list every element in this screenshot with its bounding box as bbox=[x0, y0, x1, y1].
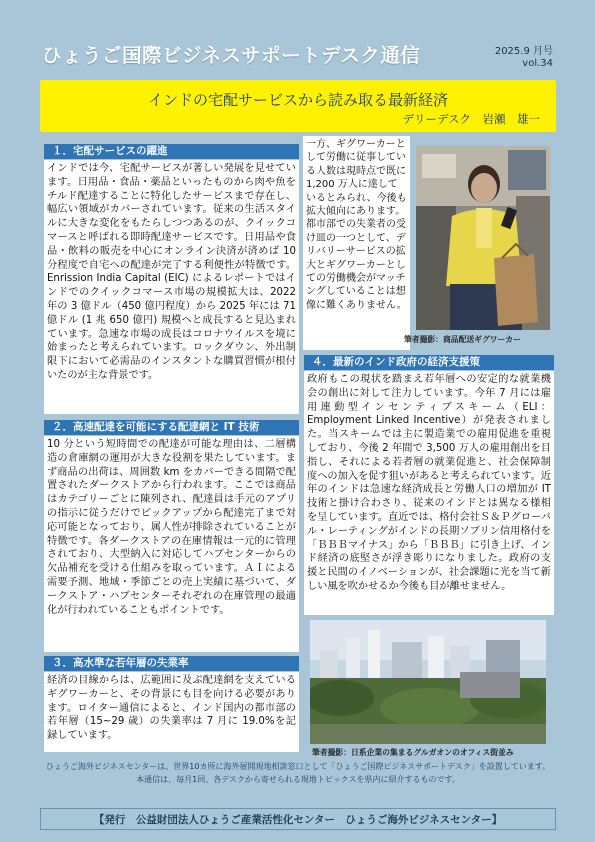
newsletter-title: ひょうご国際ビジネスサポートデスク通信 bbox=[42, 44, 421, 67]
photo-2-caption: 筆者撮影：日系企業の集まるグルガオンのオフィス街並み bbox=[312, 748, 514, 757]
section-3-body: 経済の目線からは、広範囲に及ぶ配達網を支えているギグワーカーと、その背景にも目を向ける必要があります。ロイター通信によると、インド国内の都市部の若年層（15~29 歳）の失業率は 7 月に 19.0%を記録しています。 bbox=[44, 672, 299, 752]
issue-volume: vol.34 bbox=[522, 58, 553, 69]
photo-gig-worker bbox=[416, 146, 550, 330]
publisher-box: 【発行 公益財団法人ひょうご産業活性化センター ひょうご海外ビジネスセンター】 bbox=[40, 808, 556, 830]
footer-notes bbox=[40, 760, 556, 786]
section-4-heading: ４．最新のインド政府の経済支援策 bbox=[304, 355, 554, 370]
section-2-body: 10 分という短時間での配達が可能な理由は、二層構造の倉庫網の運用が大きな役割を果たしています。まず商品の出荷は、周囲数 km をカバーできる間隔で配置されたダークストアから行われます。ここでは商品はカテゴリーごとに陳列され、配達員は手元のアプリの指示に従うだけでピックアップから配達完了まで対応可能となっており、属人性が排除されていることが特徴です。各ダークストアの在庫情報は一元的に管理されており、大型納入に対応してハブセンターからの欠品補充を受ける仕組みを取っています。ＡＩによる需要予測、地域・季節ごとの売上実績に基づいて、ダークストア・ハブセンターそれぞれの在庫管理の最適化が行われていることもポイントです。 bbox=[44, 436, 299, 652]
section-4-body: 政府もこの現状を踏まえ若年層への安定的な就業機会の創出に対して注力しています。今年 7 月には雇用連動型インセンティブスキーム（ELI：Employment Linked Incentive）が発表されました。当スキームでは主に製造業での雇用促進を重視しており、今後 2 年間で 3,500 万人の雇用創出を目指し、それによる若者層の就業促進と、社会保障制度への加入を促す狙いがあると考えられています。近年のインドは急速な経済成長と労働人口の増加が IT 技術と掛け合わさり、従来のインドとは異なる様相を呈しています。直近では、格付会社Ｓ＆Ｐグローバル・レーティングがインドの長期ソブリン信用格付を「ＢＢＢマイナス」から「ＢＢＢ」に引き上げ、インド経済の底堅さが浮き彫りになりました。政府の支援と民間のイノベーションが、社会課題に光を当て新しい風を吹かせるか今後も目が離せません。 bbox=[304, 371, 554, 615]
footer-line-1: ひょうご海外ビジネスセンターは、世界10カ所に海外展開現地相談窓口として「ひょうご国際ビジネスサポートデスク」を設置しています。 bbox=[45, 762, 551, 771]
article-author: デリーデスク 岩瀬 雄一 bbox=[402, 112, 540, 126]
section-1-heading: １．宅配サービスの躍進 bbox=[44, 144, 299, 159]
gig-worker-image bbox=[416, 146, 550, 330]
section-2-heading: ２．高速配達を可能にする配達網と IT 技術 bbox=[44, 420, 299, 435]
section-3-heading: ３．高水準な若年層の失業率 bbox=[44, 656, 299, 671]
issue-date: 2025.9 月号 bbox=[494, 46, 553, 57]
photo-gurgaon-skyline bbox=[310, 620, 546, 744]
section-1-body: インドでは今、宅配サービスが著しい発展を見せています。日用品・食品・薬品といったものから肉や魚をチルド配達することに特化したサービスまで存在し、幅広い領域がカバーされています。従来の生活スタイルに大きな変化をもたらしつつあるのが、クイックコマースと呼ばれる即時配達サービスです。日用品や食品・飲料の販売を中心にオンライン決済が済めば 10 分程度で自宅への配達が完了する利便性が特徴です。Enrission India Capital (EIC) によるレポートではインドでのクイックコマース市場の規模拡大は、2022 年の 3 億ドル（450 億円程度）から 2025 年には 71 億ドル (1 兆 650 億円) 規模へと成長すると見込まれています。急速な市場の成長はコロナウイルスを境に始まったと考えられています。ロックダウン、外出制限下において必需品のインスタントな購買習慣が根付いたのが主な背景です。 bbox=[44, 160, 299, 414]
footer-line-2: 本通信は、毎月1回、各デスクから寄せられる現地トピックスを県内に紹介するものです。 bbox=[136, 775, 460, 784]
section-3-continued: 一方、ギグワーカーとして労働に従事している人数は現時点で既に 1,200 万人に達しているとみられ、今後も拡大傾向にあります。都市部での失業者の受け皿の一つとして、デリバリーサービスの拡大とギグワーカーとしての労働機会がマッチングしていることは想像に難くありません。 bbox=[303, 136, 410, 350]
skyline-image bbox=[310, 620, 546, 744]
article-title: インドの宅配サービスから読み取る最新経済 bbox=[147, 91, 448, 109]
article-banner bbox=[40, 80, 556, 132]
photo-1-caption: 筆者撮影：商品配送ギグワーカー bbox=[404, 335, 521, 344]
